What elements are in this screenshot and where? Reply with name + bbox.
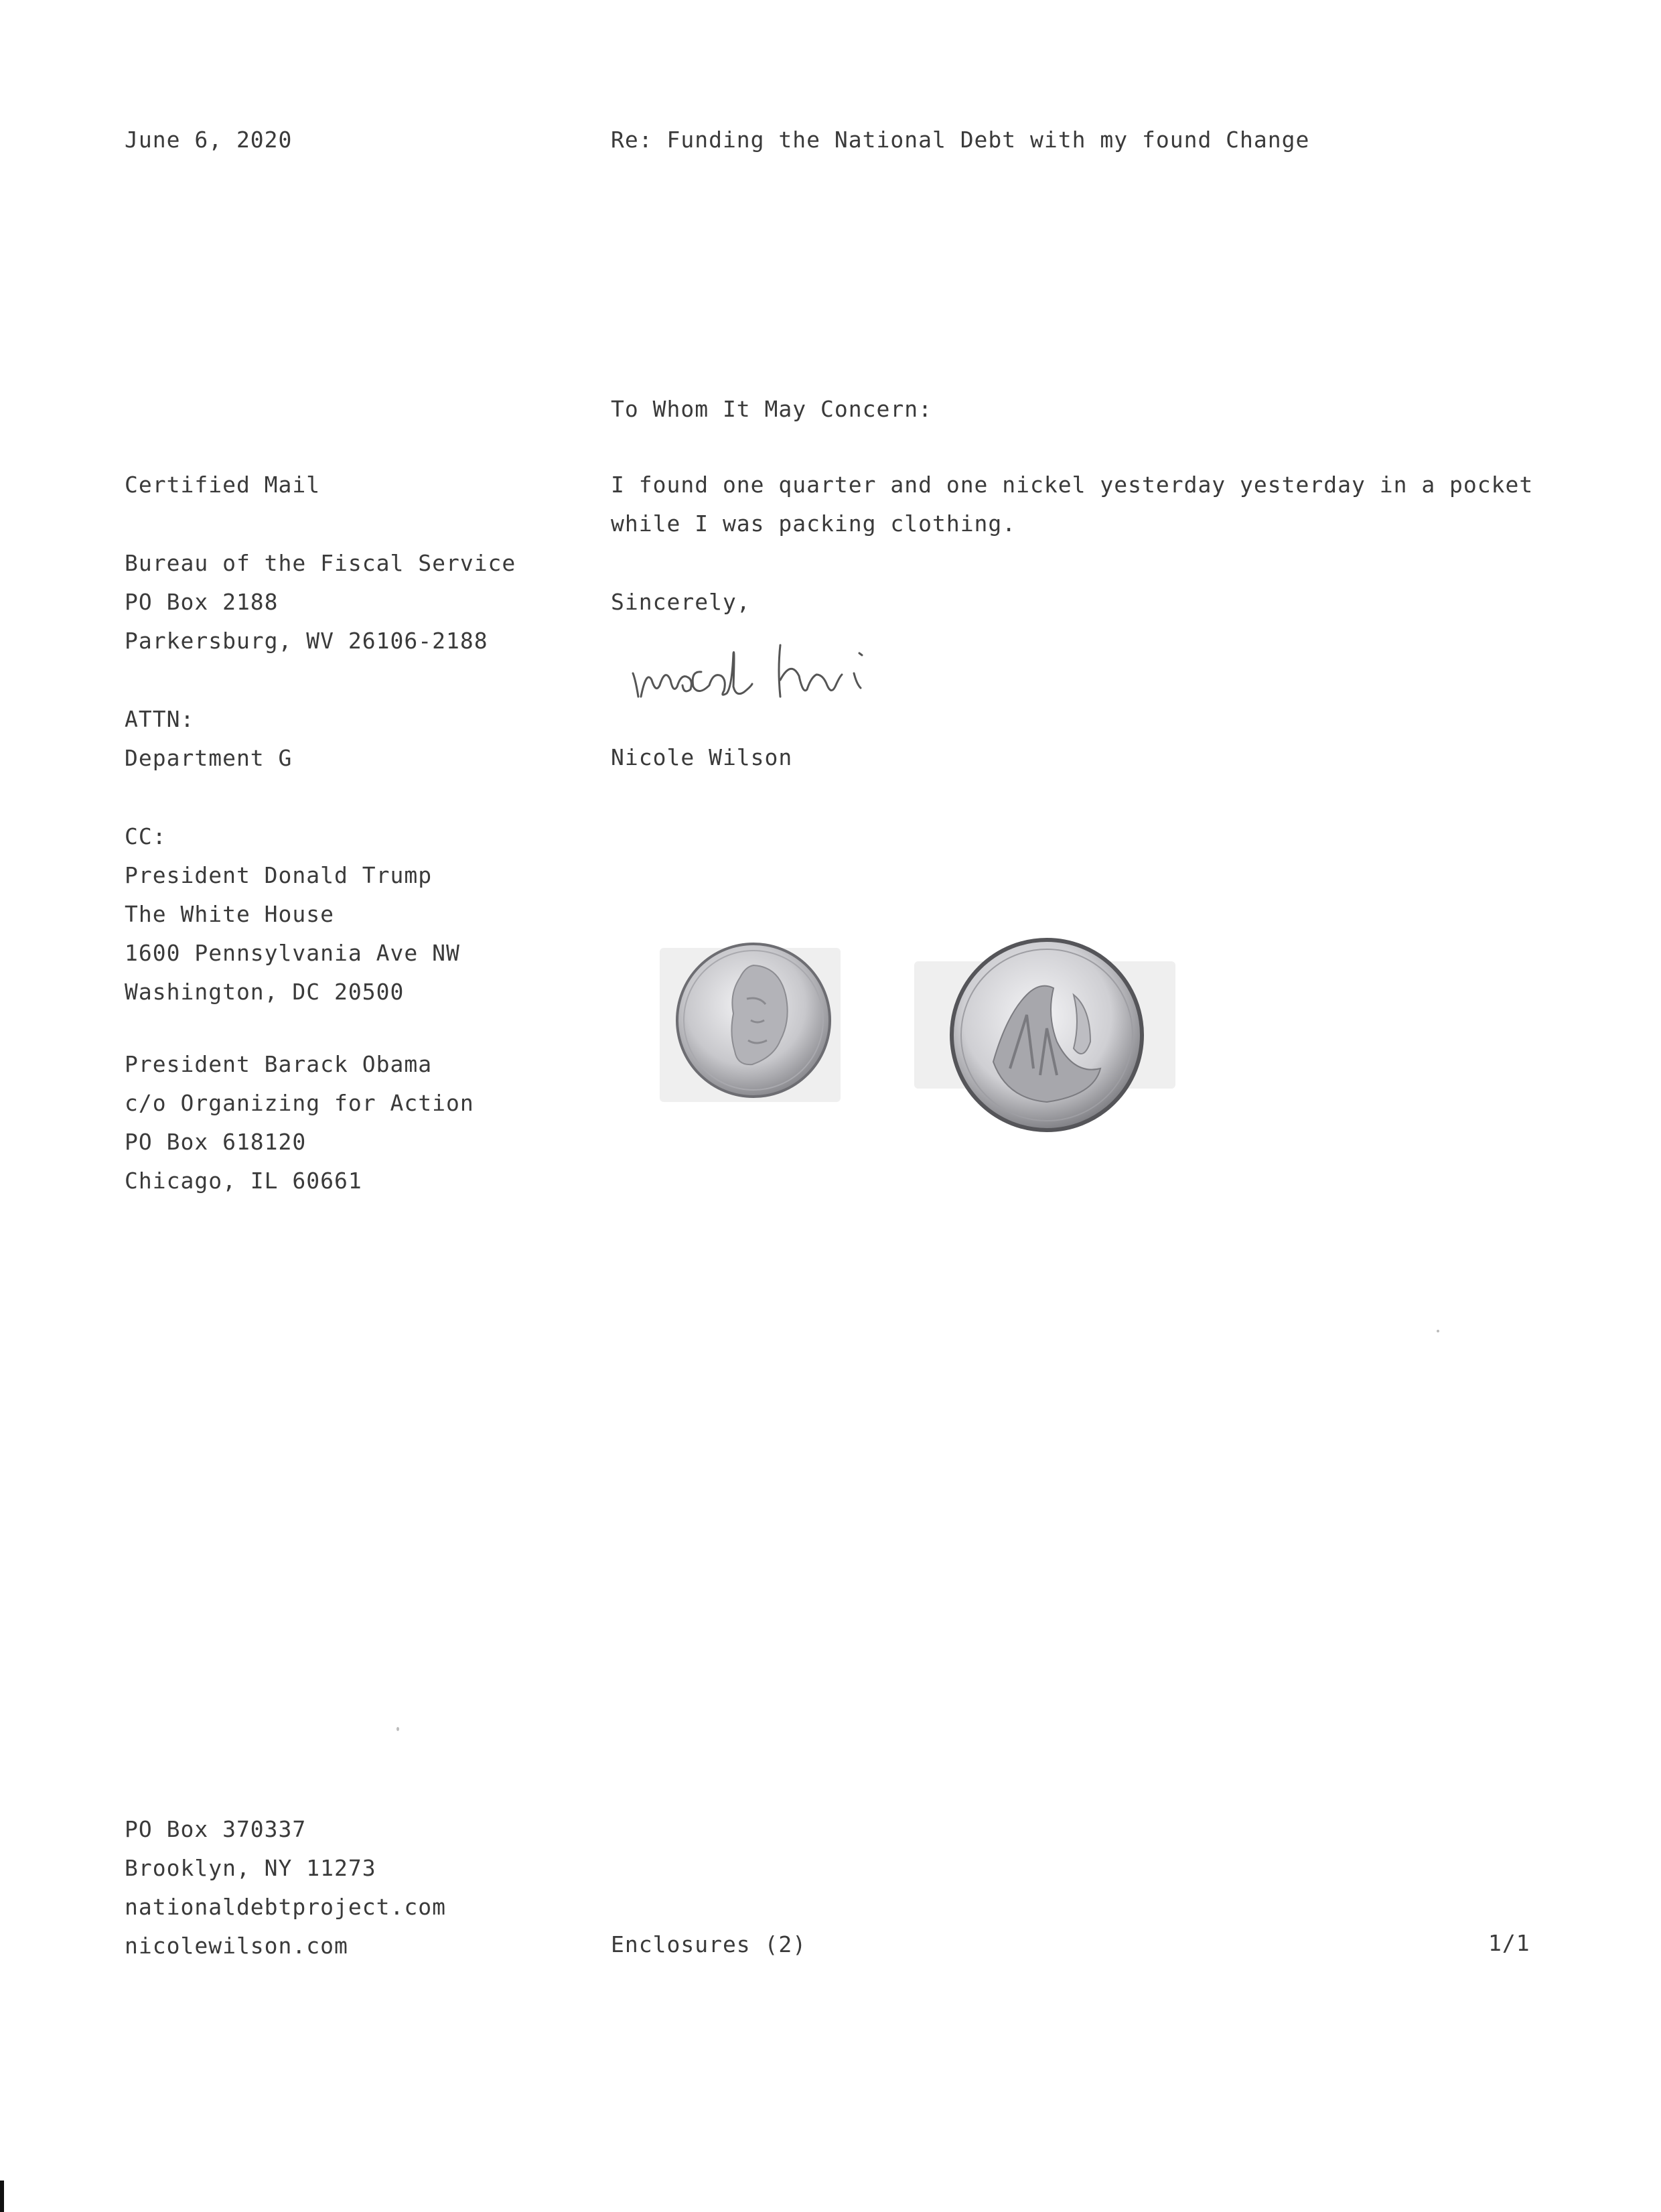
cc-line: Washington, DC 20500: [125, 979, 405, 1005]
subject-line: Re: Funding the National Debt with my found Change: [611, 127, 1310, 153]
nickel-coin-image: [673, 940, 834, 1101]
cc-line: Chicago, IL 60661: [125, 1168, 362, 1194]
salutation: To Whom It May Concern:: [611, 396, 932, 422]
recipient-line: Bureau of the Fiscal Service: [125, 550, 516, 576]
cc-line: The White House: [125, 901, 335, 927]
cc-line: c/o Organizing for Action: [125, 1090, 474, 1116]
recipient-line: PO Box 2188: [125, 589, 279, 615]
letter-date: June 6, 2020: [125, 127, 293, 153]
body-line-1: I found one quarter and one nickel yesterday yesterday in a pocket: [611, 472, 1534, 498]
handwritten-signature: [626, 633, 974, 713]
scan-edge-mark: [0, 2181, 4, 2212]
attention-block: [125, 700, 292, 778]
cc-line: President Barack Obama: [125, 1051, 433, 1077]
cc-block-2: [125, 1045, 474, 1200]
recipient-address: [125, 544, 516, 661]
quarter-enclosure: [914, 935, 1175, 1149]
sender-website: nicolewilson.com: [125, 1933, 348, 1959]
nickel-enclosure: [660, 935, 841, 1129]
cc-block: [125, 817, 460, 1012]
page-number: 1/1: [1488, 1930, 1530, 1956]
sender-address: [125, 1810, 446, 1965]
attn-department: Department G: [125, 745, 293, 771]
sender-website: nationaldebtproject.com: [125, 1894, 446, 1920]
enclosures-note: Enclosures (2): [611, 1931, 807, 1957]
cc-line: PO Box 618120: [125, 1129, 307, 1155]
recipient-line: Parkersburg, WV 26106-2188: [125, 628, 488, 654]
cc-line: President Donald Trump: [125, 862, 433, 888]
closing: Sincerely,: [611, 589, 751, 615]
scan-speck: [396, 1727, 399, 1731]
mail-method: Certified Mail: [125, 472, 321, 498]
sender-line: PO Box 370337: [125, 1816, 307, 1842]
cc-line: 1600 Pennsylvania Ave NW: [125, 940, 460, 966]
attn-label: ATTN:: [125, 706, 195, 732]
cc-label: CC:: [125, 823, 167, 849]
sender-line: Brooklyn, NY 11273: [125, 1855, 376, 1881]
quarter-coin-image: [946, 935, 1147, 1135]
signer-name: Nicole Wilson: [611, 744, 793, 770]
letter-body: [611, 466, 1533, 543]
scan-speck: [1437, 1330, 1439, 1332]
body-line-2: while I was packing clothing.: [611, 510, 1017, 537]
